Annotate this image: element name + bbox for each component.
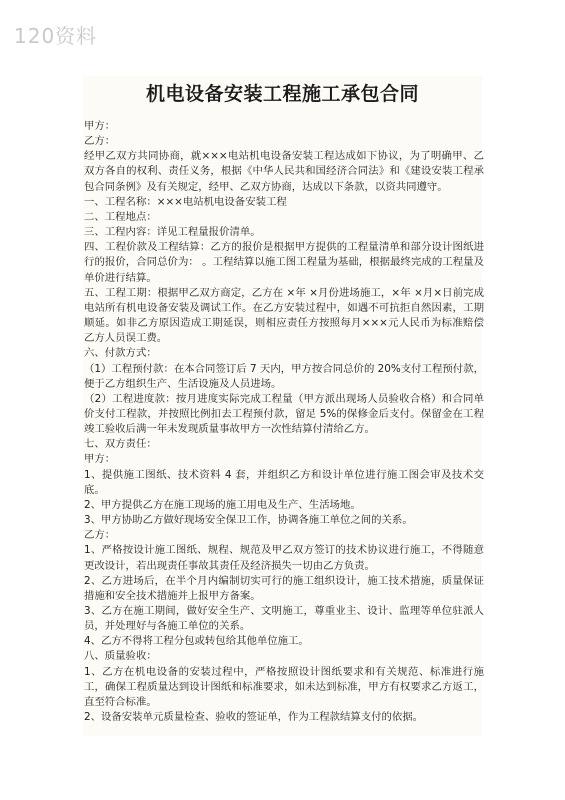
party-b-duty-2: 2、乙方进场后，在半个月内编制切实可行的施工组织设计，施工技术措施，质量保证措施和安全技术措施并上报甲方备案。 — [84, 574, 484, 602]
project-name-line: 一、工程名称：×××电站机电设备安装工程 — [84, 195, 287, 208]
party-a-duty-3: 3、甲方协助乙方做好现场安全保卫工作，协调各施工单位之间的关系。 — [84, 514, 413, 527]
watermark: 120资料 — [14, 24, 98, 48]
advance-payment-paragraph: （1）工程预付款：在本合同签订后 7 天内，甲方按合同总价的 20%支付工程预付款，便于乙方组织生产、生活设施及人员进场。 — [84, 362, 484, 390]
project-location-line: 二、工程地点： — [84, 210, 157, 223]
responsibilities-heading: 七、双方责任： — [84, 438, 157, 451]
party-a-line: 甲方： — [84, 120, 116, 132]
party-b-subheading: 乙方： — [84, 529, 116, 542]
schedule-paragraph: 五、工程工期：根据甲乙双方商定，乙方在 ×年 ×月份进场施工，×年 ×月×日前完成电站所有机电设备安装及调试工作。在乙方安装过程中，如遇不可抗拒自然因素，工期顺延。如非乙方原因造成工期延误，则相应责任方按照每月×××元人民币为标准赔偿乙方人员误工费。 — [84, 286, 484, 345]
payment-heading: 六、付款方式： — [84, 347, 157, 360]
party-a-subheading: 甲方： — [84, 453, 116, 466]
party-a-duty-1: 1、提供施工图纸、技术资料 4 套，并组织乙方和设计单位进行施工图会审及技术交底。 — [84, 468, 484, 496]
party-b-duty-3: 3、乙方在施工期间，做好安全生产、文明施工，尊重业主、设计、监理等单位驻派人员，并处理好与各施工单位的关系。 — [84, 605, 484, 633]
quality-clause-1: 1、乙方在机电设备的安装过程中，严格按照设计图纸要求和有关规范、标准进行施工，确保工程质量达到设计图纸和标准要求，如未达到标准，甲方有权要求乙方返工，直至符合标准。 — [84, 665, 484, 708]
quality-heading: 八、质量验收： — [84, 650, 157, 663]
price-settlement-paragraph: 四、工程价款及工程结算：乙方的报价是根据甲方提供的工程量清单和部分设计图纸进行的报价，合同总价为： 。工程结算以施工图工程量为基础，根据最终完成的工程量及单价进行结算。 — [84, 241, 484, 284]
party-b-duty-1: 1、严格按设计施工图纸、规程、规范及甲乙双方签订的技术协议进行施工，不得随意更改设计，若出现责任事故其责任及经济损失一切由乙方负责。 — [84, 544, 484, 572]
preamble-paragraph: 经甲乙双方共同协商，就×××电站机电设备安装工程达成如下协议，为了明确甲、乙双方各自的权利、责任义务，根据《中华人民共和国经济合同法》和《建设安装工程承包合同条例》及有关规定，经甲、乙双方协商，达成以下条款，以资共同遵守。 — [84, 150, 484, 193]
party-a-duty-2: 2、甲方提供乙方在施工现场的施工用电及生产、生活场地。 — [84, 498, 361, 511]
party-b-line: 乙方： — [84, 135, 116, 148]
party-b-duty-4: 4、乙方不得将工程分包或转包给其他单位施工。 — [84, 635, 309, 648]
document-title: 机电设备安装工程施工承包合同 — [145, 83, 419, 105]
progress-payment-paragraph: （2）工程进度款：按月进度实际完成工程量（甲方派出现场人员验收合格）和合同单价支付工程款，并按照比例扣去工程预付款，留足 5%的保修金后支付。保留金在工程竣工验收后满一年未发现质量事故甲方一次性结算付清给乙方。 — [84, 392, 484, 436]
quality-clause-2: 2、设备安装单元质量检查、验收的签证单，作为工程款结算支付的依据。 — [84, 711, 424, 724]
contract-body — [84, 119, 484, 725]
project-content-line: 三、工程内容：详见工程量报价清单。 — [84, 226, 261, 239]
